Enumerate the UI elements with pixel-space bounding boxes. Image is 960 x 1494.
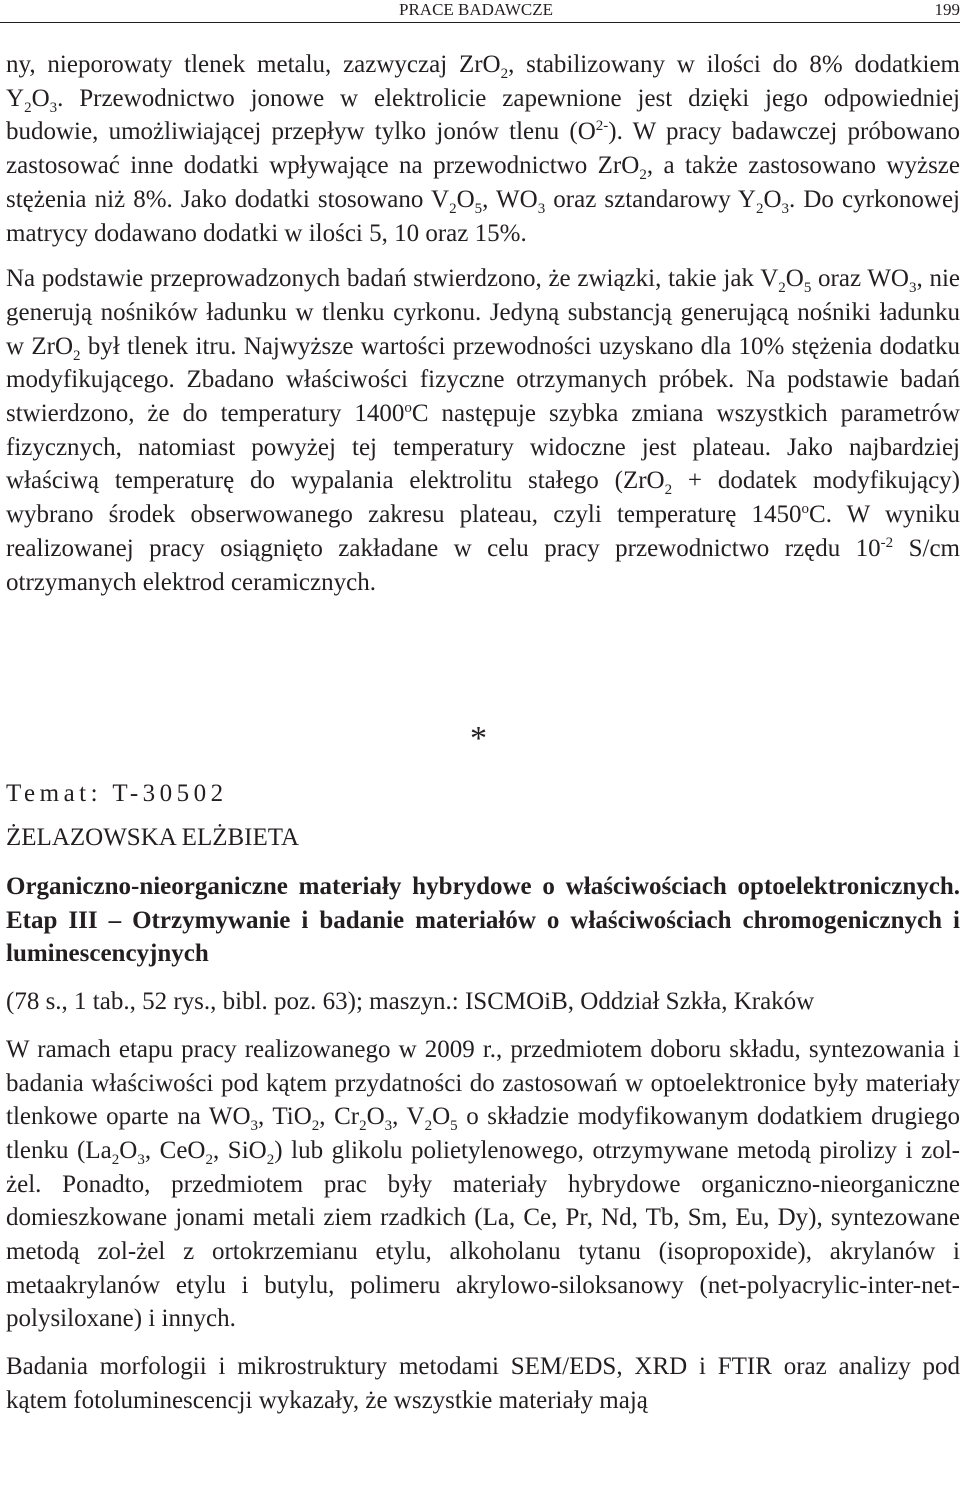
main-text bbox=[6, 48, 960, 599]
subscript: 2 bbox=[500, 66, 509, 82]
text: O bbox=[31, 84, 50, 112]
text: O bbox=[432, 1103, 451, 1131]
text: był tlenek itru. Najwyższe wartości przewodności uzyskano dla 10% stężenia dodatku modyfikującego. Zbadano właściwości fizyczne otrzymanych próbek. Na podstawie badań stwierdzono, że do temperatury 1400 bbox=[6, 332, 960, 428]
text: , stabilizowany w ilości do 8% dodatkiem Y bbox=[6, 51, 960, 112]
subscript: 2 bbox=[111, 1151, 120, 1168]
entry-body bbox=[6, 870, 960, 1418]
text: oraz sztandarowy Y bbox=[545, 185, 756, 213]
subscript: 3 bbox=[908, 280, 917, 297]
entry-meta: (78 s., 1 tab., 52 rys., bibl. poz. 63); maszyn.: ISCMOiB, Oddział Szkła, Kraków bbox=[6, 988, 815, 1016]
text: , CeO bbox=[144, 1136, 206, 1164]
subscript: 2 bbox=[205, 1151, 213, 1168]
text: S/cm otrzymanych elektrod ceramicznych. bbox=[6, 534, 960, 596]
section-separator: * bbox=[470, 720, 487, 757]
subscript: 5 bbox=[450, 1118, 458, 1135]
text: , a także zastosowano wyższe stężenia niż 8%. Jako dodatki stosowano V bbox=[6, 152, 960, 213]
text: O bbox=[366, 1103, 385, 1131]
subscript: 3 bbox=[250, 1118, 259, 1135]
superscript: o bbox=[404, 400, 412, 417]
text: ) lub glikolu polietylenowego, otrzymywane metodą pirolizy i zol-żel. Ponadto, przedmiotem prac były materiały hybrydowe organiczno-nieorganiczne domieszkowane jonami metali ziem rzadkich (La, Ce, Pr, Nd, Tb, Sm, Eu, Dy), syntezowane metodą zol-żel z ortokrzemianu etylu, alkoholanu tytanu (isopropoxide), akrylanów i metaakrylanów etylu i butylu, polimeru akrylowo-siloksanowy (net-polyacrylic-inter-net-polysiloxane) i innych. bbox=[6, 1136, 960, 1333]
running-head bbox=[0, 0, 960, 23]
text: o składzie modyfikowanym dodatkiem drugiego tlenku (La bbox=[6, 1103, 960, 1164]
author-name: ŻELAZOWSKA ELŻBIETA bbox=[6, 824, 300, 851]
text: O bbox=[785, 265, 804, 293]
superscript: 2- bbox=[595, 118, 609, 135]
paragraph-1 bbox=[6, 48, 960, 250]
subscript: 3 bbox=[384, 1118, 393, 1135]
subscript: 2 bbox=[664, 482, 673, 499]
text: O bbox=[119, 1136, 138, 1164]
subscript: 2 bbox=[449, 200, 457, 217]
text: , TiO bbox=[258, 1103, 312, 1131]
text: ). W pracy badawczej próbowano zastosować inne dodatki wpływające na przewodnictwo ZrO bbox=[6, 118, 960, 180]
text: , Cr bbox=[319, 1103, 360, 1131]
subscript: 3 bbox=[137, 1151, 145, 1168]
text: Na podstawie przeprowadzonych badań stwierdzono, że związki, takie jak V bbox=[6, 265, 779, 293]
text: . Przewodnictwo jonowe w elektrolicie zapewnione jest dzięki jego odpowiedniej budowie, umożliwiającej przepływ tylko jonów tlenu (O bbox=[6, 84, 960, 146]
text: , nie generują nośników ładunku w tlenku cyrkonu. Jedyną substancją generującą nośniki ładunku w ZrO bbox=[6, 265, 960, 360]
text: , SiO bbox=[212, 1136, 267, 1164]
subscript: 5 bbox=[474, 200, 483, 217]
paragraph-2 bbox=[6, 262, 960, 599]
text: , WO bbox=[482, 185, 538, 213]
subscript: 2 bbox=[639, 167, 647, 184]
subscript: 2 bbox=[755, 200, 764, 217]
subscript: 3 bbox=[49, 99, 58, 116]
text: C. W wyniku realizowanej pracy osiągnięto zakładane w celu pracy przewodnictwo rzędu 10 bbox=[6, 501, 960, 562]
subscript: 5 bbox=[803, 280, 812, 297]
subscript: 2 bbox=[778, 280, 786, 297]
topic-code: Temat: T-30502 bbox=[6, 780, 228, 807]
text: O bbox=[763, 185, 782, 213]
subscript: 3 bbox=[537, 200, 546, 217]
entry-title: Organiczno-nieorganiczne materiały hybrydowe o właściwościach optoelektronicznych. Etap III – Otrzymywanie i badanie materiałów o właściwościach chromogenicznych i luminescencyjnych bbox=[6, 873, 960, 968]
subscript: 2 bbox=[266, 1151, 275, 1168]
subscript: 2 bbox=[311, 1118, 320, 1135]
text: + dodatek modyfikujący) wybrano środek obserwowanego zakresu plateau, czyli temperaturę 1450 bbox=[6, 467, 960, 529]
text: oraz WO bbox=[811, 265, 909, 293]
paragraph-3 bbox=[6, 1033, 960, 1336]
text: W ramach etapu pracy realizowanego w 2009 r., przedmiotem doboru składu, syntezowania i badania właściwości pod kątem przydatności do zastosowań w optoelektronice były materiały tlenkowe oparte na WO bbox=[6, 1035, 960, 1131]
superscript: -2 bbox=[880, 534, 894, 551]
text: , V bbox=[392, 1103, 425, 1131]
superscript: o bbox=[801, 501, 810, 518]
text: ny, nieporowaty tlenek metalu, zazwyczaj ZrO bbox=[6, 51, 501, 78]
subscript: 2 bbox=[424, 1118, 433, 1135]
section-title: PRACE BADAWCZE bbox=[399, 0, 554, 19]
subscript: 2 bbox=[73, 347, 81, 364]
paragraph-4: Badania morfologii i mikrostruktury metodami SEM/EDS, XRD i FTIR oraz analizy pod kątem fotoluminescencji wykazały, że wszystkie materiały mają bbox=[6, 1353, 960, 1414]
subscript: 3 bbox=[781, 200, 790, 217]
text: O bbox=[456, 185, 475, 213]
page-number: 199 bbox=[934, 0, 960, 19]
text: C następuje szybka zmiana wszystkich parametrów fizycznych, natomiast powyżej tej temperatury widoczne jest plateau. Jako najbardziej właściwą temperaturę do wypalania elektrolitu stałego (ZrO bbox=[6, 400, 960, 495]
text: . Do cyrkonowej matrycy dodawano dodatki w ilości 5, 10 oraz 15%. bbox=[6, 185, 960, 247]
subscript: 2 bbox=[359, 1118, 367, 1135]
subscript: 2 bbox=[24, 99, 32, 116]
